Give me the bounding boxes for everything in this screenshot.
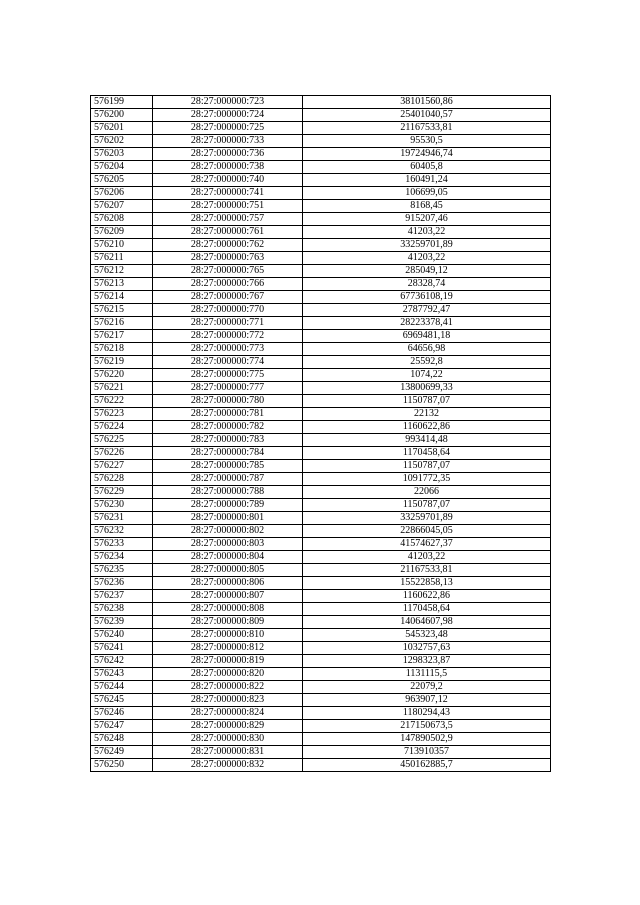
value-cell: 21167533,81 xyxy=(303,564,551,577)
cadastral-number-cell: 28:27:000000:804 xyxy=(153,551,303,564)
value-cell: 1180294,43 xyxy=(303,707,551,720)
value-cell: 33259701,89 xyxy=(303,239,551,252)
row-number-cell: 576232 xyxy=(91,525,153,538)
cadastral-number-cell: 28:27:000000:812 xyxy=(153,642,303,655)
cadastral-number-cell: 28:27:000000:774 xyxy=(153,356,303,369)
table-row xyxy=(91,577,551,590)
value-cell: 13800699,33 xyxy=(303,382,551,395)
table-row xyxy=(91,707,551,720)
table-row xyxy=(91,265,551,278)
table-row xyxy=(91,109,551,122)
row-number-cell: 576244 xyxy=(91,681,153,694)
value-cell: 1074,22 xyxy=(303,369,551,382)
value-cell: 1298323,87 xyxy=(303,655,551,668)
row-number-cell: 576210 xyxy=(91,239,153,252)
cadastral-number-cell: 28:27:000000:761 xyxy=(153,226,303,239)
value-cell: 33259701,89 xyxy=(303,512,551,525)
cadastral-number-cell: 28:27:000000:771 xyxy=(153,317,303,330)
value-cell: 1160622,86 xyxy=(303,421,551,434)
cadastral-number-cell: 28:27:000000:733 xyxy=(153,135,303,148)
table-row xyxy=(91,499,551,512)
value-cell: 67736108,19 xyxy=(303,291,551,304)
cadastral-number-cell: 28:27:000000:831 xyxy=(153,746,303,759)
row-number-cell: 576236 xyxy=(91,577,153,590)
table-row xyxy=(91,148,551,161)
table-row xyxy=(91,629,551,642)
value-cell: 41574627,37 xyxy=(303,538,551,551)
row-number-cell: 576220 xyxy=(91,369,153,382)
row-number-cell: 576229 xyxy=(91,486,153,499)
cadastral-number-cell: 28:27:000000:823 xyxy=(153,694,303,707)
value-cell: 38101560,86 xyxy=(303,96,551,109)
table-row xyxy=(91,473,551,486)
row-number-cell: 576221 xyxy=(91,382,153,395)
table-row xyxy=(91,343,551,356)
row-number-cell: 576200 xyxy=(91,109,153,122)
table-row xyxy=(91,330,551,343)
row-number-cell: 576250 xyxy=(91,759,153,772)
row-number-cell: 576228 xyxy=(91,473,153,486)
cadastral-number-cell: 28:27:000000:772 xyxy=(153,330,303,343)
cadastral-number-cell: 28:27:000000:824 xyxy=(153,707,303,720)
value-cell: 14064607,98 xyxy=(303,616,551,629)
cadastral-number-cell: 28:27:000000:724 xyxy=(153,109,303,122)
value-cell: 147890502,9 xyxy=(303,733,551,746)
row-number-cell: 576215 xyxy=(91,304,153,317)
value-cell: 217150673,5 xyxy=(303,720,551,733)
row-number-cell: 576249 xyxy=(91,746,153,759)
cadastral-number-cell: 28:27:000000:830 xyxy=(153,733,303,746)
cadastral-number-cell: 28:27:000000:757 xyxy=(153,213,303,226)
value-cell: 285049,12 xyxy=(303,265,551,278)
table-row xyxy=(91,421,551,434)
cadastral-number-cell: 28:27:000000:763 xyxy=(153,252,303,265)
row-number-cell: 576207 xyxy=(91,200,153,213)
table-row xyxy=(91,187,551,200)
row-number-cell: 576199 xyxy=(91,96,153,109)
value-cell: 28328,74 xyxy=(303,278,551,291)
table-row xyxy=(91,551,551,564)
table-row xyxy=(91,512,551,525)
table-row xyxy=(91,239,551,252)
row-number-cell: 576227 xyxy=(91,460,153,473)
table-row xyxy=(91,408,551,421)
table-row xyxy=(91,174,551,187)
cadastral-number-cell: 28:27:000000:807 xyxy=(153,590,303,603)
cadastral-number-cell: 28:27:000000:802 xyxy=(153,525,303,538)
table-row xyxy=(91,291,551,304)
row-number-cell: 576231 xyxy=(91,512,153,525)
value-cell: 713910357 xyxy=(303,746,551,759)
row-number-cell: 576218 xyxy=(91,343,153,356)
value-cell: 1170458,64 xyxy=(303,603,551,616)
value-cell: 1032757,63 xyxy=(303,642,551,655)
row-number-cell: 576202 xyxy=(91,135,153,148)
table-row xyxy=(91,161,551,174)
value-cell: 8168,45 xyxy=(303,200,551,213)
cadastral-number-cell: 28:27:000000:777 xyxy=(153,382,303,395)
value-cell: 60405,8 xyxy=(303,161,551,174)
table-body xyxy=(91,96,551,772)
table-row xyxy=(91,356,551,369)
cadastral-number-cell: 28:27:000000:810 xyxy=(153,629,303,642)
value-cell: 160491,24 xyxy=(303,174,551,187)
table-row xyxy=(91,226,551,239)
cadastral-number-cell: 28:27:000000:784 xyxy=(153,447,303,460)
cadastral-number-cell: 28:27:000000:773 xyxy=(153,343,303,356)
row-number-cell: 576223 xyxy=(91,408,153,421)
cadastral-number-cell: 28:27:000000:819 xyxy=(153,655,303,668)
row-number-cell: 576219 xyxy=(91,356,153,369)
table-row xyxy=(91,616,551,629)
cadastral-number-cell: 28:27:000000:775 xyxy=(153,369,303,382)
cadastral-number-cell: 28:27:000000:789 xyxy=(153,499,303,512)
cadastral-number-cell: 28:27:000000:805 xyxy=(153,564,303,577)
table-row xyxy=(91,759,551,772)
row-number-cell: 576222 xyxy=(91,395,153,408)
table-row xyxy=(91,278,551,291)
row-number-cell: 576241 xyxy=(91,642,153,655)
row-number-cell: 576240 xyxy=(91,629,153,642)
row-number-cell: 576203 xyxy=(91,148,153,161)
table-row xyxy=(91,681,551,694)
table-row xyxy=(91,486,551,499)
cadastral-number-cell: 28:27:000000:741 xyxy=(153,187,303,200)
cadastral-number-cell: 28:27:000000:782 xyxy=(153,421,303,434)
cadastral-number-cell: 28:27:000000:767 xyxy=(153,291,303,304)
value-cell: 64656,98 xyxy=(303,343,551,356)
table-row xyxy=(91,655,551,668)
value-cell: 25401040,57 xyxy=(303,109,551,122)
value-cell: 1131115,5 xyxy=(303,668,551,681)
row-number-cell: 576201 xyxy=(91,122,153,135)
table-row xyxy=(91,96,551,109)
row-number-cell: 576234 xyxy=(91,551,153,564)
row-number-cell: 576247 xyxy=(91,720,153,733)
table-row xyxy=(91,213,551,226)
table-row xyxy=(91,525,551,538)
cadastral-number-cell: 28:27:000000:801 xyxy=(153,512,303,525)
row-number-cell: 576242 xyxy=(91,655,153,668)
cadastral-number-cell: 28:27:000000:723 xyxy=(153,96,303,109)
table-row xyxy=(91,642,551,655)
cadastral-number-cell: 28:27:000000:766 xyxy=(153,278,303,291)
row-number-cell: 576206 xyxy=(91,187,153,200)
table-row xyxy=(91,694,551,707)
row-number-cell: 576212 xyxy=(91,265,153,278)
cadastral-number-cell: 28:27:000000:725 xyxy=(153,122,303,135)
table-row xyxy=(91,304,551,317)
cadastral-number-cell: 28:27:000000:806 xyxy=(153,577,303,590)
value-cell: 22066 xyxy=(303,486,551,499)
cadastral-number-cell: 28:27:000000:788 xyxy=(153,486,303,499)
cadastral-value-table xyxy=(90,95,551,772)
cadastral-number-cell: 28:27:000000:785 xyxy=(153,460,303,473)
cadastral-number-cell: 28:27:000000:781 xyxy=(153,408,303,421)
row-number-cell: 576239 xyxy=(91,616,153,629)
row-number-cell: 576211 xyxy=(91,252,153,265)
row-number-cell: 576214 xyxy=(91,291,153,304)
table-row xyxy=(91,603,551,616)
row-number-cell: 576205 xyxy=(91,174,153,187)
value-cell: 22079,2 xyxy=(303,681,551,694)
row-number-cell: 576216 xyxy=(91,317,153,330)
row-number-cell: 576238 xyxy=(91,603,153,616)
cadastral-number-cell: 28:27:000000:822 xyxy=(153,681,303,694)
table-row xyxy=(91,382,551,395)
table-row xyxy=(91,135,551,148)
table-row xyxy=(91,122,551,135)
value-cell: 41203,22 xyxy=(303,551,551,564)
cadastral-number-cell: 28:27:000000:808 xyxy=(153,603,303,616)
value-cell: 963907,12 xyxy=(303,694,551,707)
row-number-cell: 576224 xyxy=(91,421,153,434)
cadastral-number-cell: 28:27:000000:762 xyxy=(153,239,303,252)
row-number-cell: 576237 xyxy=(91,590,153,603)
row-number-cell: 576246 xyxy=(91,707,153,720)
value-cell: 25592,8 xyxy=(303,356,551,369)
table-row xyxy=(91,668,551,681)
row-number-cell: 576248 xyxy=(91,733,153,746)
cadastral-number-cell: 28:27:000000:738 xyxy=(153,161,303,174)
value-cell: 95530,5 xyxy=(303,135,551,148)
cadastral-number-cell: 28:27:000000:740 xyxy=(153,174,303,187)
table-row xyxy=(91,746,551,759)
table-row xyxy=(91,434,551,447)
value-cell: 1091772,35 xyxy=(303,473,551,486)
value-cell: 41203,22 xyxy=(303,252,551,265)
cadastral-number-cell: 28:27:000000:820 xyxy=(153,668,303,681)
value-cell: 41203,22 xyxy=(303,226,551,239)
value-cell: 1150787,07 xyxy=(303,499,551,512)
cadastral-number-cell: 28:27:000000:803 xyxy=(153,538,303,551)
table-row xyxy=(91,200,551,213)
table-row xyxy=(91,538,551,551)
row-number-cell: 576226 xyxy=(91,447,153,460)
value-cell: 22132 xyxy=(303,408,551,421)
row-number-cell: 576209 xyxy=(91,226,153,239)
value-cell: 28223378,41 xyxy=(303,317,551,330)
cadastral-number-cell: 28:27:000000:787 xyxy=(153,473,303,486)
cadastral-number-cell: 28:27:000000:783 xyxy=(153,434,303,447)
row-number-cell: 576204 xyxy=(91,161,153,174)
value-cell: 1150787,07 xyxy=(303,460,551,473)
cadastral-number-cell: 28:27:000000:832 xyxy=(153,759,303,772)
table-row xyxy=(91,395,551,408)
value-cell: 545323,48 xyxy=(303,629,551,642)
value-cell: 993414,48 xyxy=(303,434,551,447)
row-number-cell: 576235 xyxy=(91,564,153,577)
table-row xyxy=(91,447,551,460)
row-number-cell: 576243 xyxy=(91,668,153,681)
value-cell: 1170458,64 xyxy=(303,447,551,460)
table-row xyxy=(91,564,551,577)
cadastral-number-cell: 28:27:000000:736 xyxy=(153,148,303,161)
row-number-cell: 576230 xyxy=(91,499,153,512)
row-number-cell: 576217 xyxy=(91,330,153,343)
value-cell: 1160622,86 xyxy=(303,590,551,603)
value-cell: 21167533,81 xyxy=(303,122,551,135)
value-cell: 6969481,18 xyxy=(303,330,551,343)
table-row xyxy=(91,590,551,603)
cadastral-number-cell: 28:27:000000:765 xyxy=(153,265,303,278)
value-cell: 1150787,07 xyxy=(303,395,551,408)
cadastral-number-cell: 28:27:000000:770 xyxy=(153,304,303,317)
cadastral-number-cell: 28:27:000000:780 xyxy=(153,395,303,408)
table-row xyxy=(91,720,551,733)
cadastral-number-cell: 28:27:000000:829 xyxy=(153,720,303,733)
table-row xyxy=(91,369,551,382)
row-number-cell: 576225 xyxy=(91,434,153,447)
row-number-cell: 576245 xyxy=(91,694,153,707)
cadastral-number-cell: 28:27:000000:809 xyxy=(153,616,303,629)
table-row xyxy=(91,460,551,473)
cadastral-number-cell: 28:27:000000:751 xyxy=(153,200,303,213)
row-number-cell: 576213 xyxy=(91,278,153,291)
table-row xyxy=(91,252,551,265)
table-row xyxy=(91,317,551,330)
value-cell: 2787792,47 xyxy=(303,304,551,317)
value-cell: 450162885,7 xyxy=(303,759,551,772)
row-number-cell: 576233 xyxy=(91,538,153,551)
value-cell: 22866045,05 xyxy=(303,525,551,538)
value-cell: 15522858,13 xyxy=(303,577,551,590)
value-cell: 106699,05 xyxy=(303,187,551,200)
value-cell: 915207,46 xyxy=(303,213,551,226)
value-cell: 19724946,74 xyxy=(303,148,551,161)
row-number-cell: 576208 xyxy=(91,213,153,226)
table-row xyxy=(91,733,551,746)
